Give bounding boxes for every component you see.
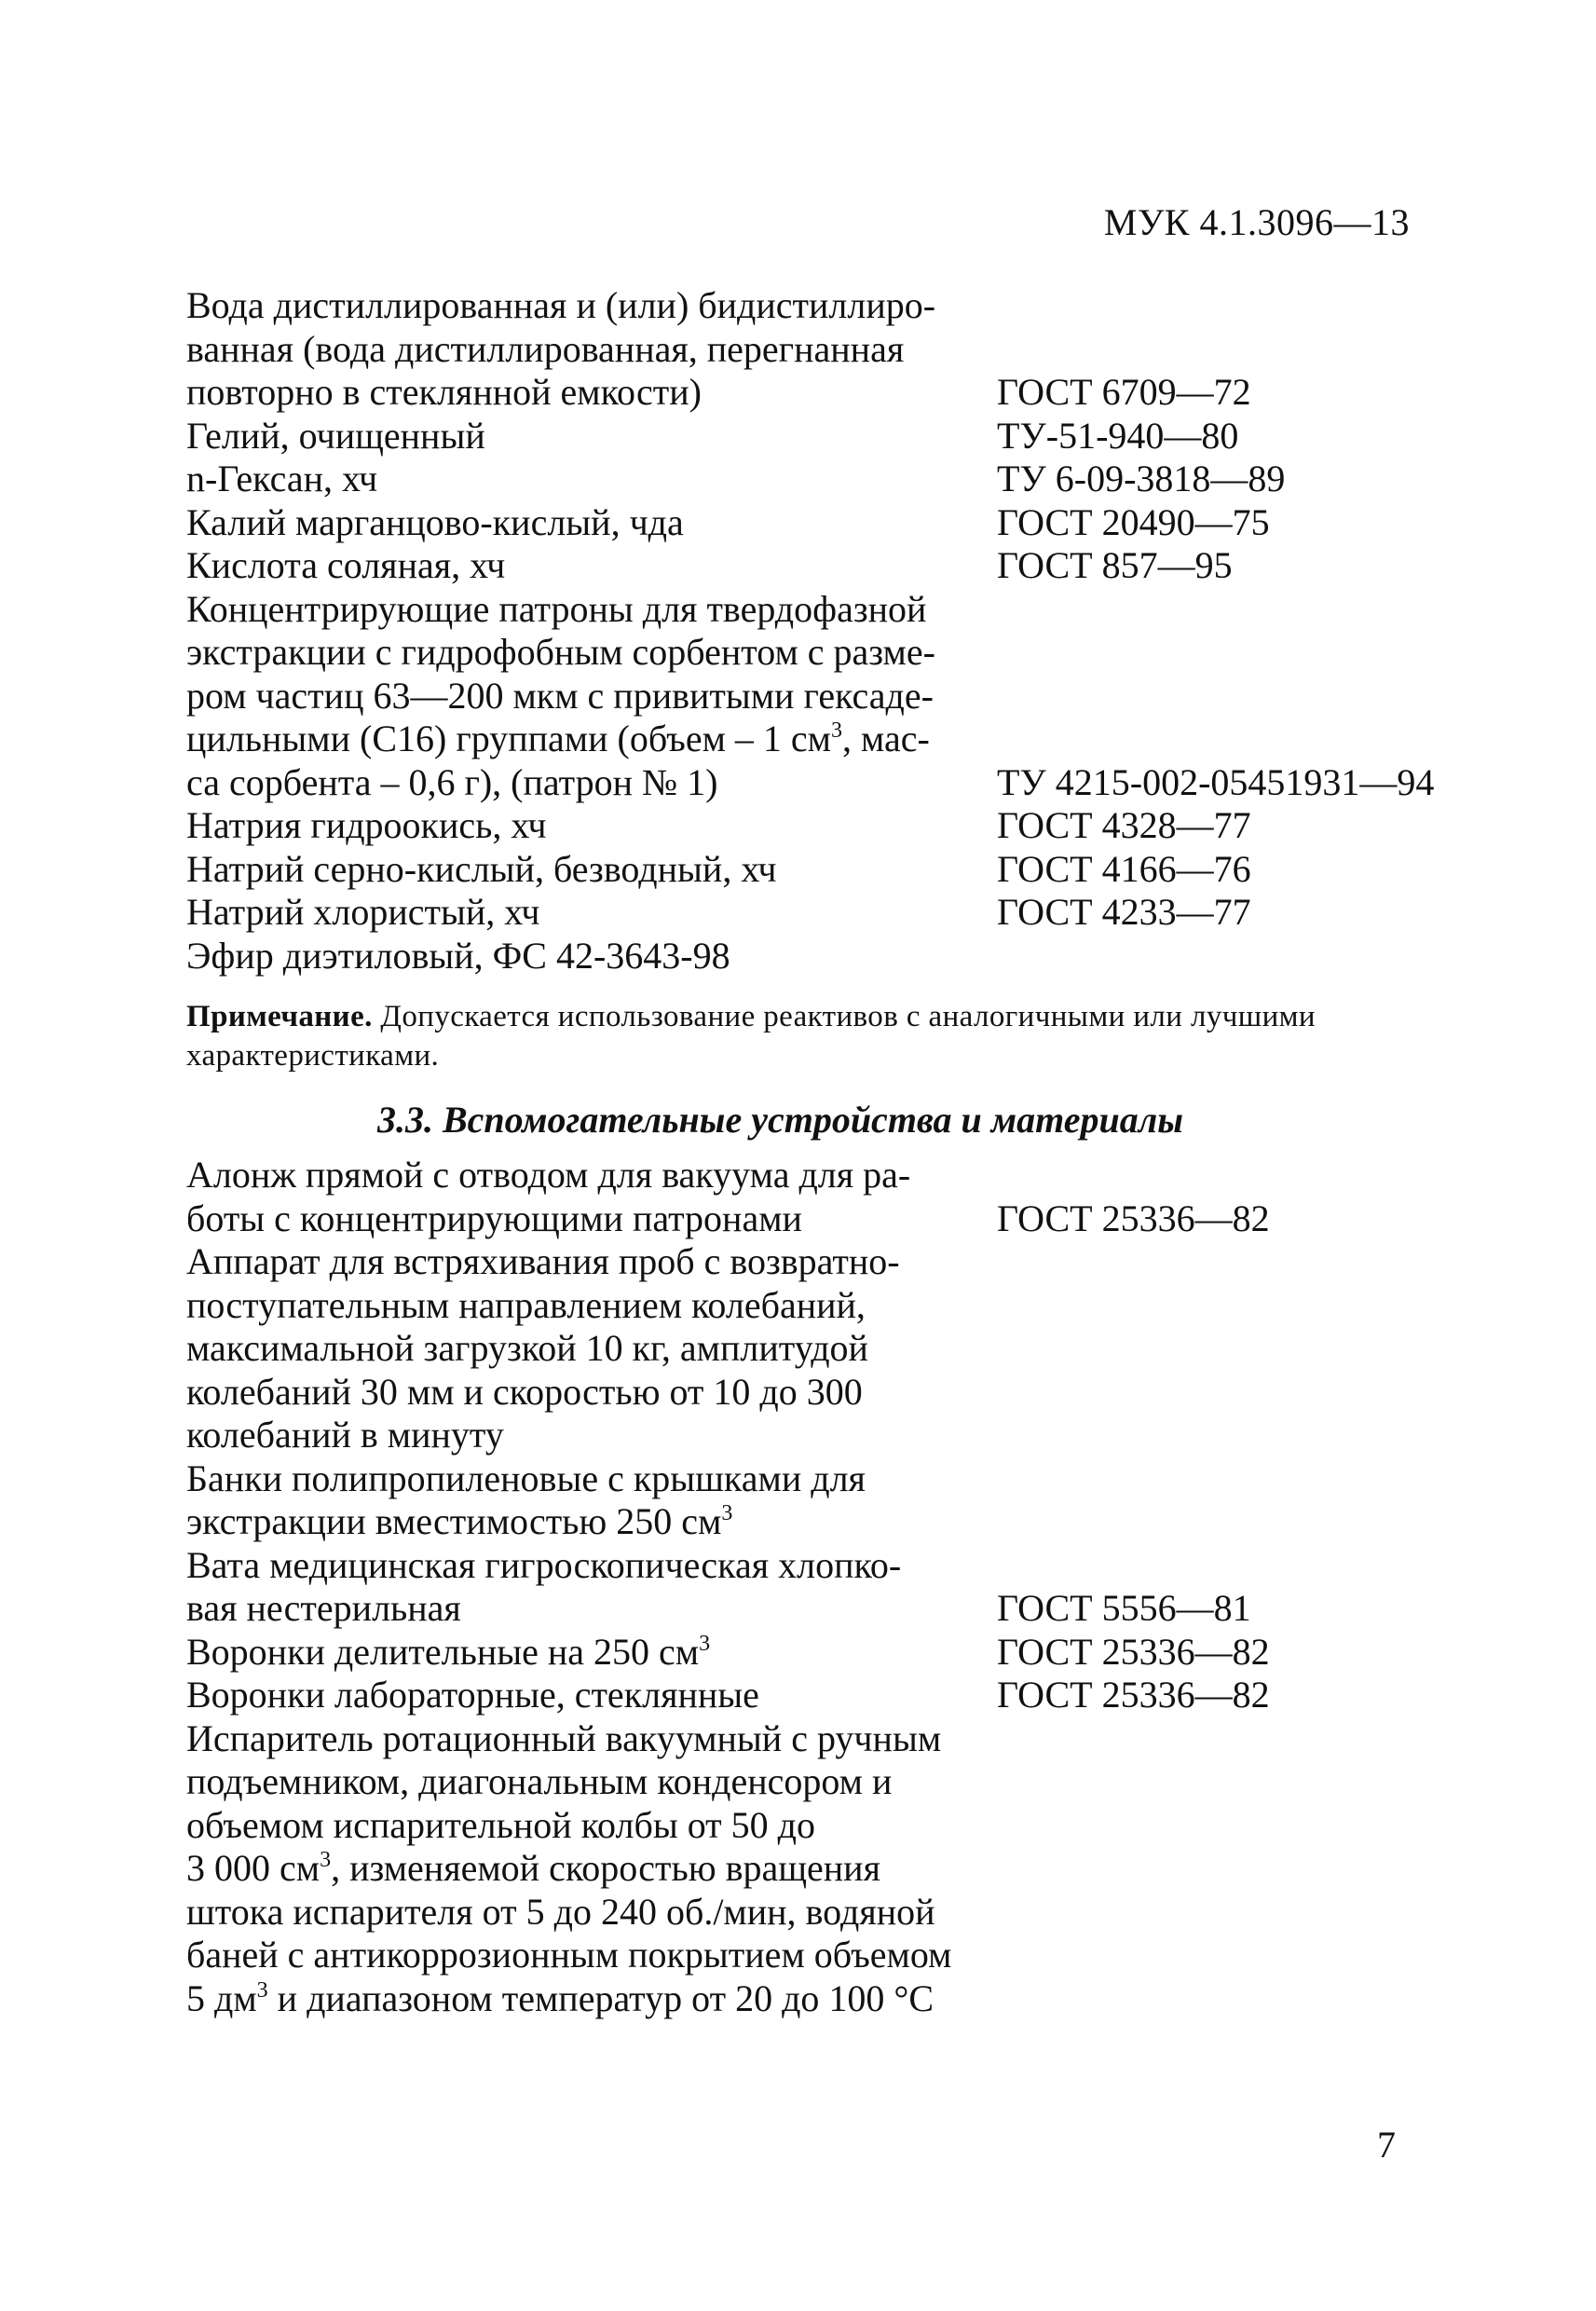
reagent-row-standard-code: ТУ 6-09-3818—89	[997, 458, 1286, 499]
text-line: Банки полипропиленовые с крышками для	[186, 1456, 866, 1499]
text-line: Алонж прямой с отводом для вакуума для ра-	[186, 1154, 911, 1196]
reagent-row-standard-code: ТУ 4215-002-05451931—94	[997, 760, 1435, 803]
text-line: Эфир диэтиловый, ФС 42-3643-98	[186, 934, 730, 977]
reagent-row	[186, 588, 1453, 805]
reagent-row-standard-code: ГОСТ 4328—77	[997, 804, 1251, 846]
reagent-row-standard-code: ГОСТ 4166—76	[997, 847, 1251, 890]
text-line: 3 000 $см^3$, изменяемой скоростью вращения	[186, 1847, 880, 1889]
text-line: Гелий, очищенный	[186, 414, 485, 457]
device-row-name	[186, 1240, 988, 1457]
reagent-row	[186, 804, 1453, 848]
text-line: поступательным направлением колебаний,	[186, 1283, 866, 1326]
device-row-standard-code: ГОСТ 25336—82	[997, 1674, 1270, 1716]
text-line: экстракции с гидрофобным сорбентом с разме-	[186, 631, 935, 673]
reagent-row-standard-code: ГОСТ 4233—77	[997, 891, 1251, 933]
reagent-row	[186, 501, 1453, 545]
device-row-name	[186, 1544, 988, 1631]
reagent-row	[186, 415, 1453, 458]
note-text: Допускается использование реактивов с аналогичными или лучшими характеристиками.	[186, 1000, 1316, 1073]
section-title: 3.3. Вспомогательные устройства и материалы	[377, 1099, 1184, 1141]
text-line: 5 $дм^3$ и диапазоном температур от 20 до 100 °С	[186, 1976, 934, 2019]
text-line: n-Гексан, хч	[186, 458, 378, 499]
device-row	[186, 1631, 1453, 1675]
note-label: Примечание.	[186, 1000, 373, 1033]
text-line: колебаний в минуту	[186, 1414, 504, 1456]
reagent-row-name	[186, 804, 988, 848]
text-line: Вата медицинская гигроскопическая хлопко-	[186, 1543, 902, 1586]
reagent-row-name	[186, 848, 988, 892]
device-row-standard-code: ГОСТ 25336—82	[997, 1630, 1270, 1673]
device-row	[186, 1154, 1453, 1240]
reagent-row-standard-code: ГОСТ 20490—75	[997, 500, 1270, 543]
reagent-row-name	[186, 501, 988, 545]
text-line: максимальной загрузкой 10 кг, амплитудой	[186, 1327, 868, 1369]
text-line: Испаритель ротационный вакуумный с ручным	[186, 1716, 942, 1759]
reagent-row-name	[186, 458, 988, 501]
reagent-row-standard-code: ТУ-51-940—80	[997, 414, 1239, 457]
device-row	[186, 1674, 1453, 1717]
reagent-row-name	[186, 544, 988, 588]
text-line: экстракции вместимостью 250 $см^3$	[186, 1500, 733, 1542]
text-line: Концентрирующие патроны для твердофазной	[186, 587, 927, 630]
device-row-name	[186, 1457, 988, 1544]
device-row-standard-code: ГОСТ 25336—82	[997, 1197, 1270, 1239]
text-line: подъемником, диагональным конденсором и	[186, 1760, 893, 1802]
note	[186, 997, 1416, 1075]
device-row-standard-code: ГОСТ 5556—81	[997, 1587, 1251, 1629]
device-row-name	[186, 1154, 988, 1240]
text-line: ром частиц 63—200 мкм с привитыми гексаде-	[186, 674, 934, 717]
text-line: Воронки делительные на 250 $см^3$	[186, 1630, 711, 1673]
text-line: ванная (вода дистиллированная, перегнанная	[186, 327, 905, 370]
device-row-name	[186, 1717, 988, 2021]
text-line: Натрия гидроокись, хч	[186, 804, 547, 846]
reagent-row-name	[186, 935, 988, 978]
page-number: 7	[1377, 2124, 1396, 2166]
text-line: повторно в стеклянной емкости)	[186, 371, 702, 413]
device-row	[186, 1544, 1453, 1631]
text-line: Натрий хлористый, хч	[186, 891, 540, 933]
reagent-row-standard-code: ГОСТ 6709—72	[997, 371, 1251, 413]
device-row	[186, 1240, 1453, 1457]
devices-list	[186, 1154, 1453, 2020]
text-line: Вода дистиллированная и (или) бидистиллиро-	[186, 284, 936, 326]
device-row	[186, 1717, 1453, 2021]
text-line: Воронки лабораторные, стеклянные	[186, 1674, 759, 1716]
reagent-row	[186, 935, 1453, 978]
text-line: колебаний 30 мм и скоростью от 10 до 300	[186, 1370, 863, 1413]
document-id: МУК 4.1.3096—13	[1103, 201, 1410, 243]
text-line: Натрий серно-кислый, безводный, хч	[186, 847, 777, 890]
device-row	[186, 1457, 1453, 1544]
text-line: Калий марганцово-кислый, чда	[186, 500, 684, 543]
reagent-row	[186, 848, 1453, 892]
text-line: са сорбента – 0,6 г), (патрон № 1)	[186, 760, 718, 803]
text-line: Аппарат для встряхивания проб с возвратно-	[186, 1240, 900, 1282]
text-line: Кислота соляная, хч	[186, 544, 506, 586]
reagent-row-name	[186, 891, 988, 935]
reagent-row-name	[186, 588, 988, 805]
reagent-row	[186, 284, 1453, 415]
reagent-row	[186, 891, 1453, 935]
reagent-row-standard-code: ГОСТ 857—95	[997, 544, 1233, 586]
reagents-list	[186, 284, 1453, 978]
text-line: объемом испарительной колбы от 50 до	[186, 1803, 815, 1846]
text-line: вая нестерильная	[186, 1587, 461, 1629]
reagent-row-name	[186, 284, 988, 415]
reagent-row	[186, 458, 1453, 501]
device-row-name	[186, 1674, 988, 1717]
text-line: баней с антикоррозионным покрытием объемом	[186, 1934, 952, 1976]
reagent-row	[186, 544, 1453, 588]
device-row-name	[186, 1631, 988, 1675]
text-line: цильными (С16) группами (объем – 1 $см^3$, мас-	[186, 718, 930, 759]
text-line: боты с концентрирующими патронами	[186, 1197, 802, 1239]
text-line: штока испарителя от 5 до 240 об./мин, водяной	[186, 1890, 935, 1933]
reagent-row-name	[186, 415, 988, 458]
